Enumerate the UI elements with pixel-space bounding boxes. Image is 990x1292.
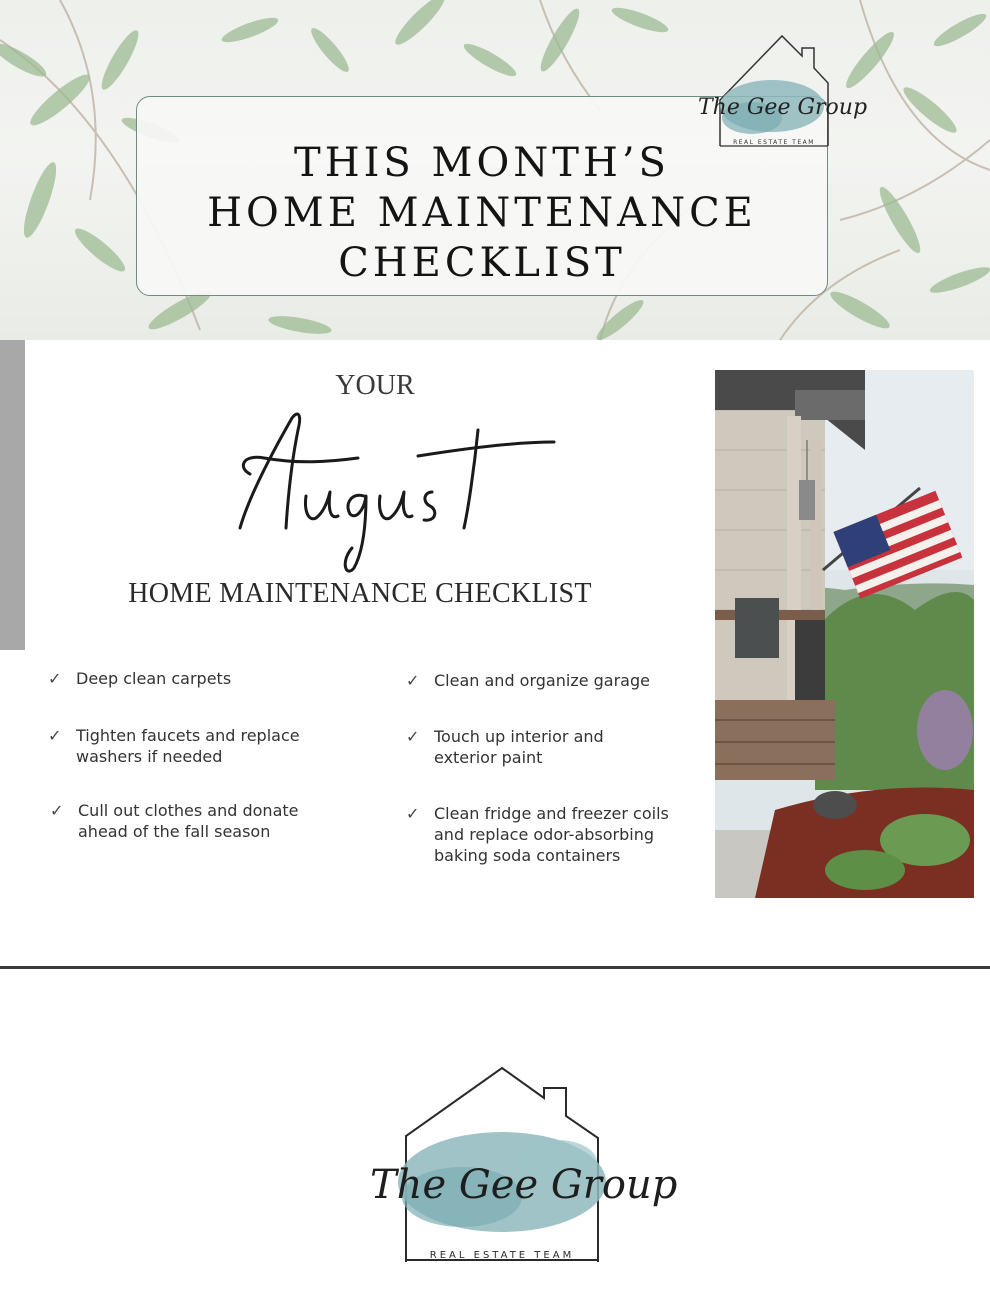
- checkmark-icon: ✓: [48, 669, 62, 688]
- checklist-subtitle: HOME MAINTENANCE CHECKLIST: [128, 578, 592, 609]
- checkmark-icon: ✓: [50, 801, 64, 820]
- list-item: [406, 670, 734, 691]
- checkmark-icon: ✓: [406, 804, 420, 823]
- list-item-text: Touch up interior and: [434, 727, 604, 746]
- list-item-text: washers if needed: [76, 747, 223, 766]
- list-item-text: Cull out clothes and donate: [78, 801, 299, 820]
- list-item-text: baking soda containers: [434, 846, 621, 865]
- side-accent-bar: [0, 340, 25, 650]
- list-item-text: Clean and organize garage: [434, 671, 650, 690]
- logo-large-tagline: REAL ESTATE TEAM: [429, 1250, 575, 1261]
- title-line-2: HOME MAINTENANCE: [207, 190, 757, 236]
- section-divider: [0, 966, 990, 969]
- list-item: [48, 668, 376, 689]
- title-line-3: CHECKLIST: [338, 240, 626, 286]
- list-item: [406, 803, 704, 866]
- list-item-text: exterior paint: [434, 748, 543, 767]
- checkmark-icon: ✓: [406, 727, 420, 746]
- heading-your: YOUR: [335, 370, 415, 401]
- list-item-text: ahead of the fall season: [78, 822, 271, 841]
- logo-small-script: The Gee Group: [698, 95, 868, 120]
- list-item: [406, 726, 734, 768]
- month-script-heading: [228, 400, 568, 580]
- list-item-text: and replace odor-absorbing: [434, 825, 655, 844]
- list-item-text: Clean fridge and freezer coils: [434, 804, 669, 823]
- list-item: [50, 800, 378, 842]
- list-item: [48, 725, 376, 767]
- logo-small-tagline: REAL ESTATE TEAM: [733, 139, 815, 146]
- company-logo-small: [692, 28, 868, 153]
- title-line-1: THIS MONTH’S: [294, 140, 670, 186]
- company-logo-large: [362, 1062, 678, 1268]
- list-item-text: Deep clean carpets: [76, 669, 232, 688]
- porch-flag-photo: [715, 370, 974, 898]
- checkmark-icon: ✓: [406, 671, 420, 690]
- list-item-text: Tighten faucets and replace: [76, 726, 300, 745]
- logo-large-script: The Gee Group: [370, 1162, 678, 1208]
- checkmark-icon: ✓: [48, 726, 62, 745]
- header-banner: [0, 0, 990, 340]
